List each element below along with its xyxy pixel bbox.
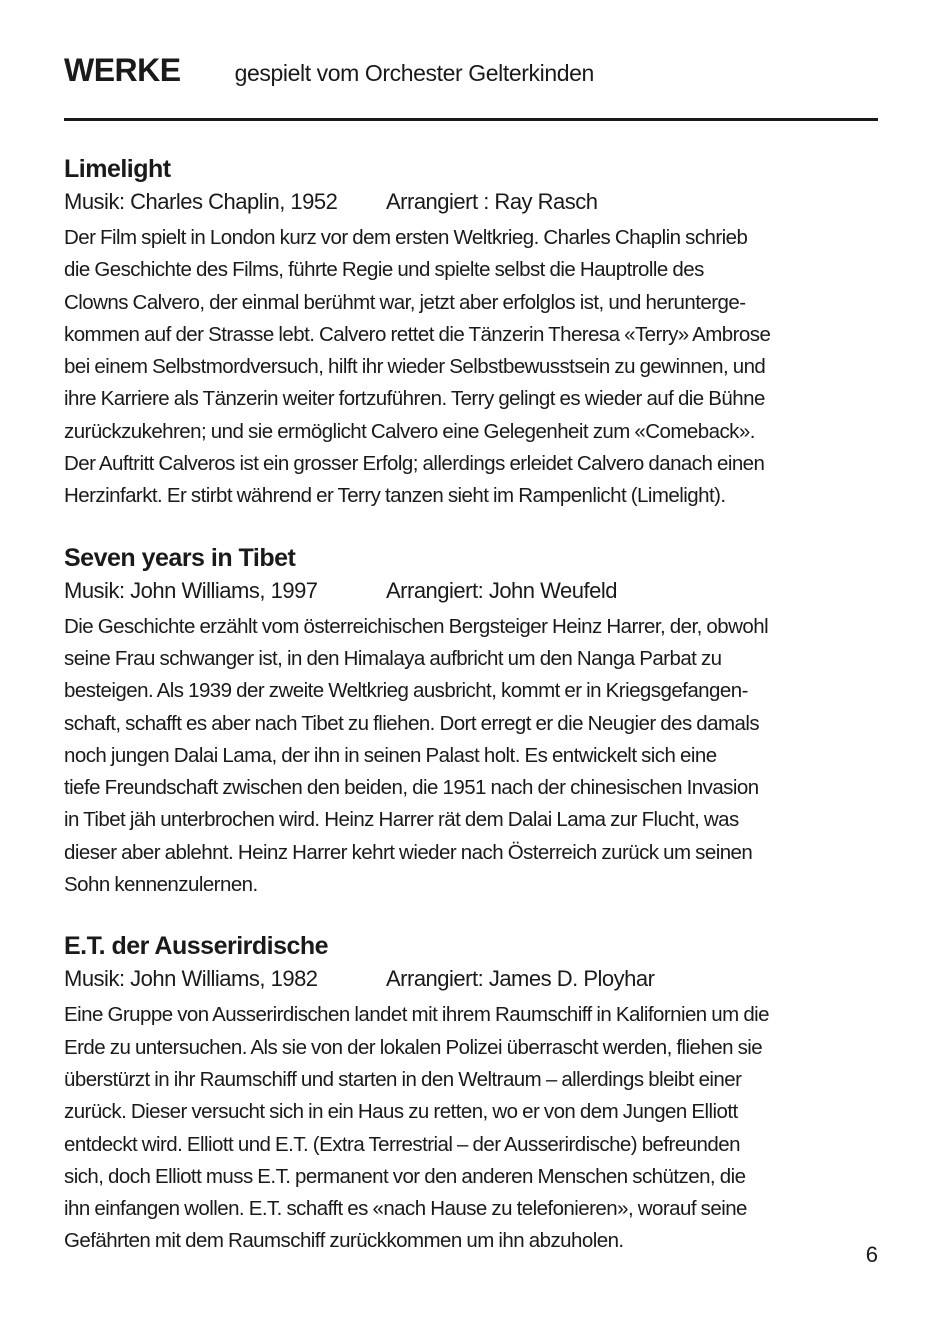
description-line: Die Geschichte erzählt vom österreichischen Bergsteiger Heinz Harrer, der, obwohl: [64, 614, 769, 638]
work-arranger: Arrangiert : Ray Rasch: [386, 189, 598, 214]
description-line: Erde zu untersuchen. Als sie von der lokalen Polizei überrascht werden, fliehen sie: [64, 1035, 763, 1059]
description-line: entdeckt wird. Elliott und E.T. (Extra Terrestrial – der Ausserirdische) befreunden: [64, 1132, 740, 1156]
description-line: Der Film spielt in London kurz vor dem ersten Weltkrieg. Charles Chaplin schrieb: [64, 226, 748, 249]
work-section-et: [64, 929, 878, 1257]
description-line: Clowns Calvero, der einmal berühmt war, jetzt aber erfolglos ist, und herunterge-: [64, 290, 746, 314]
work-composer: Musik: Charles Chaplin, 1952: [64, 189, 338, 214]
work-description: [64, 611, 878, 902]
description-line: die Geschichte des Films, führte Regie und spielte selbst die Hauptrolle des: [64, 258, 704, 282]
page-number: 6: [865, 1242, 878, 1267]
description-line: seine Frau schwanger ist, in den Himalaya aufbricht um den Nanga Parbat zu: [64, 646, 722, 670]
description-line: schaft, schafft es aber nach Tibet zu fliehen. Dort erregt er die Neugier des damals: [64, 711, 760, 735]
description-line: tiefe Freundschaft zwischen den beiden, die 1951 nach der chinesischen Invasion: [64, 776, 759, 800]
description-line: Eine Gruppe von Ausserirdischen landet mit ihrem Raumschiff in Kalifornien um die: [64, 1003, 770, 1027]
description-line: noch jungen Dalai Lama, der ihn in seinen Palast holt. Es entwickelt sich eine: [64, 743, 717, 767]
document-page: [64, 52, 878, 1258]
description-line: Herzinfarkt. Er stirbt während er Terry tanzen sieht im Rampenlicht (Limelight).: [64, 484, 726, 508]
description-line: besteigen. Als 1939 der zweite Weltkrieg ausbricht, kommt er in Kriegsgefangen-: [64, 679, 748, 703]
work-meta: [64, 963, 878, 995]
work-section-seven-years-in-tibet: [64, 541, 878, 902]
work-meta: [64, 186, 878, 218]
work-title: Limelight: [64, 155, 171, 183]
description-line: in Tibet jäh unterbrochen wird. Heinz Harrer rät dem Dalai Lama zur Flucht, was: [64, 808, 739, 832]
work-title: E.T. der Ausserirdische: [64, 932, 329, 961]
work-title: Seven years in Tibet: [64, 543, 296, 572]
description-line: Gefährten mit dem Raumschiff zurückkommen um ihn abzuholen.: [64, 1229, 624, 1253]
description-line: sich, doch Elliott muss E.T. permanent vor den anderen Menschen schützen, die: [64, 1164, 746, 1188]
work-arranger: Arrangiert: James D. Ployhar: [386, 966, 655, 992]
description-line: bei einem Selbstmordversuch, hilft ihr wieder Selbstbewusstsein zu gewinnen, und: [64, 355, 766, 379]
work-meta: [64, 575, 878, 607]
header-divider: [64, 118, 878, 121]
description-line: Sohn kennenzulernen.: [64, 873, 258, 897]
page-subtitle: gespielt vom Orchester Gelterkinden: [234, 60, 594, 86]
page-header: [64, 52, 878, 106]
description-line: zurückzukehren; und sie ermöglicht Calvero eine Gelegenheit zum «Comeback».: [64, 419, 755, 443]
work-description: [64, 222, 878, 513]
page-title: WERKE: [64, 52, 181, 88]
description-line: dieser aber ablehnt. Heinz Harrer kehrt wieder nach Österreich zurück um seinen: [64, 840, 753, 864]
work-arranger: Arrangiert: John Weufeld: [386, 577, 617, 603]
description-line: kommen auf der Strasse lebt. Calvero rettet die Tänzerin Theresa «Terry» Ambrose: [64, 322, 771, 346]
description-line: ihn einfangen wollen. E.T. schafft es «nach Hause zu telefonieren», worauf seine: [64, 1197, 747, 1221]
work-section-limelight: [64, 152, 878, 513]
description-line: ihre Karriere als Tänzerin weiter fortzuführen. Terry gelingt es wieder auf die Bühne: [64, 387, 765, 411]
description-line: Der Auftritt Calveros ist ein grosser Erfolg; allerdings erleidet Calvero danach einen: [64, 452, 765, 476]
description-line: zurück. Dieser versucht sich in ein Haus zu retten, wo er von dem Jungen Elliott: [64, 1100, 738, 1124]
work-composer: Musik: John Williams, 1982: [64, 966, 318, 992]
work-composer: Musik: John Williams, 1997: [64, 577, 318, 603]
description-line: überstürzt in ihr Raumschiff und starten in den Weltraum – allerdings bleibt einer: [64, 1067, 742, 1091]
work-description: [64, 999, 878, 1257]
